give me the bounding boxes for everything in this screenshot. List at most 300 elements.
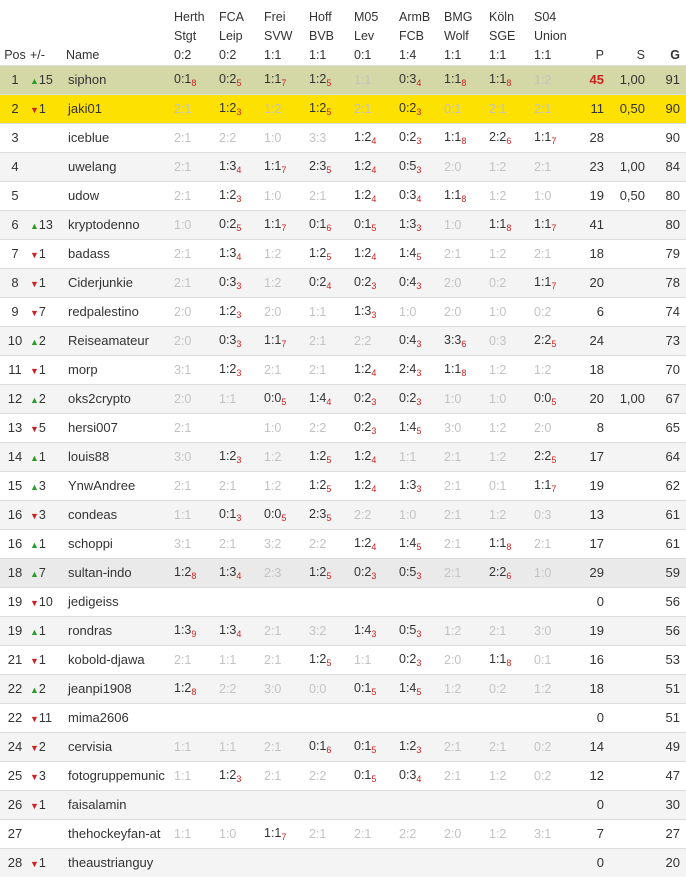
tip-points: 3 <box>416 222 422 233</box>
table-row[interactable] <box>0 65 686 94</box>
tip-cell <box>489 558 534 587</box>
tip-score: 2:1 <box>174 275 192 290</box>
trend-cell <box>30 790 66 819</box>
table-row[interactable] <box>0 210 686 239</box>
trend-value: 1 <box>38 536 46 551</box>
tip-cell <box>354 239 399 268</box>
tip-cell <box>264 210 309 239</box>
player-name[interactable]: uwelang <box>68 159 117 174</box>
col-trend-header[interactable]: +/- <box>30 47 45 62</box>
tip-cell <box>219 529 264 558</box>
tip-points: 7 <box>551 135 557 146</box>
tip-points: 3 <box>416 483 422 494</box>
tip-cell <box>264 761 309 790</box>
table-row[interactable] <box>0 616 686 645</box>
trend-cell <box>30 732 66 761</box>
tip-score: 2:1 <box>174 159 192 174</box>
tip-cell <box>444 848 489 877</box>
tip-points: 5 <box>371 686 377 697</box>
tip-cell <box>489 65 534 94</box>
tip-cell <box>399 152 444 181</box>
col-match-header[interactable] <box>264 0 309 65</box>
tip-score: 1:2 <box>534 72 552 87</box>
player-name[interactable]: Reiseamateur <box>68 333 149 348</box>
score-cell <box>610 674 651 703</box>
tip-cell <box>174 152 219 181</box>
rank-cell: 14 <box>7 449 23 464</box>
tip-cell <box>534 761 579 790</box>
tip-score: 2:1 <box>444 478 462 493</box>
tip-cell <box>444 181 489 210</box>
table-row[interactable] <box>0 413 686 442</box>
tip-cell <box>534 326 579 355</box>
player-name[interactable]: badass <box>68 246 110 261</box>
table-row[interactable] <box>0 355 686 384</box>
player-name[interactable]: hersi007 <box>68 420 118 435</box>
tip-cell <box>264 500 309 529</box>
match-result: 1:1 <box>264 47 282 62</box>
tip-score: 1:1 <box>444 187 462 202</box>
player-name[interactable]: morp <box>68 362 98 377</box>
points-cell: 7 <box>596 826 604 841</box>
rank-cell: 13 <box>7 420 23 435</box>
player-name[interactable]: mima2606 <box>68 710 129 725</box>
player-name[interactable]: sultan-indo <box>68 565 132 580</box>
triangle-down-icon: ▼ <box>30 858 39 869</box>
points-cell: 0 <box>596 710 604 725</box>
tip-cell <box>219 326 264 355</box>
tip-score: 2:1 <box>264 739 282 754</box>
tip-cell <box>444 210 489 239</box>
match-home: Hoff <box>309 9 332 24</box>
tip-score: 0:2 <box>489 681 507 696</box>
rank-cell: 1 <box>11 72 19 87</box>
col-match-header[interactable] <box>309 0 354 65</box>
tip-points: 3 <box>416 338 422 349</box>
tip-score: 0:2 <box>399 129 417 144</box>
tip-cell <box>444 500 489 529</box>
table-row[interactable] <box>0 848 686 877</box>
match-away: SGE <box>489 28 516 43</box>
trend-cell <box>30 645 66 674</box>
tip-score: 2:2 <box>489 564 507 579</box>
tip-cell <box>354 181 399 210</box>
tip-score: 1:1 <box>534 274 552 289</box>
table-row[interactable] <box>0 123 686 152</box>
tip-cell <box>354 790 399 819</box>
tip-cell <box>174 645 219 674</box>
player-name[interactable]: YnwAndree <box>68 478 136 493</box>
tip-cell <box>219 268 264 297</box>
tip-score: 1:2 <box>354 477 372 492</box>
tip-points: 3 <box>416 657 422 668</box>
tip-score: 0:2 <box>354 564 372 579</box>
tip-cell <box>264 848 309 877</box>
tip-cell <box>309 413 354 442</box>
tip-score: 1:0 <box>219 826 237 841</box>
tip-cell <box>219 848 264 877</box>
tip-points: 5 <box>281 396 287 407</box>
tip-cell <box>174 848 219 877</box>
table-row[interactable] <box>0 152 686 181</box>
player-name[interactable]: jedigeiss <box>68 594 119 609</box>
trend-value: 2 <box>38 681 46 696</box>
score-cell <box>610 790 651 819</box>
total-cell: 91 <box>665 72 680 87</box>
tip-points: 3 <box>371 628 377 639</box>
tip-score: 2:0 <box>444 275 462 290</box>
tip-score: 1:4 <box>354 622 372 637</box>
points-cell: 18 <box>589 246 604 261</box>
tip-score: 2:0 <box>444 652 462 667</box>
tip-cell <box>309 355 354 384</box>
table-row[interactable] <box>0 819 686 848</box>
tip-score: 2:1 <box>309 188 327 203</box>
tip-points: 4 <box>416 77 422 88</box>
tip-score: 1:2 <box>219 187 237 202</box>
player-name[interactable]: louis88 <box>68 449 110 464</box>
rank-cell: 22 <box>7 710 23 725</box>
tip-points: 3 <box>416 744 422 755</box>
tip-cell <box>489 819 534 848</box>
score-cell <box>610 848 651 877</box>
table-row[interactable] <box>0 529 686 558</box>
tip-cell <box>264 442 309 471</box>
player-name[interactable]: Ciderjunkie <box>68 275 134 290</box>
rank-cell: 25 <box>7 768 23 783</box>
tip-score: 0:3 <box>399 767 417 782</box>
points-cell: 12 <box>589 768 604 783</box>
tip-cell <box>399 790 444 819</box>
tip-score: 2:3 <box>309 158 327 173</box>
tip-cell <box>354 471 399 500</box>
tip-score: 2:1 <box>219 478 237 493</box>
table-row[interactable] <box>0 326 686 355</box>
total-cell: 78 <box>665 275 680 290</box>
col-pos-header[interactable]: Pos <box>4 47 26 62</box>
tip-score: 1:2 <box>309 651 327 666</box>
tip-score: 2:2 <box>354 333 372 348</box>
tip-score: 1:2 <box>354 158 372 173</box>
tip-score: 1:1 <box>534 129 552 144</box>
tip-points: 5 <box>416 541 422 552</box>
tip-cell <box>354 210 399 239</box>
tip-cell <box>264 355 309 384</box>
tip-score: 2:1 <box>444 565 462 580</box>
table-row[interactable] <box>0 587 686 616</box>
tip-cell <box>309 152 354 181</box>
tip-score: 2:3 <box>264 565 282 580</box>
score-cell <box>610 616 651 645</box>
tip-cell <box>444 123 489 152</box>
total-cell: 61 <box>665 536 680 551</box>
tip-score: 1:0 <box>399 507 417 522</box>
tip-cell <box>534 152 579 181</box>
tip-points: 4 <box>371 164 377 175</box>
tip-cell <box>354 413 399 442</box>
trend-value: 1 <box>38 449 46 464</box>
tip-points: 3 <box>371 280 377 291</box>
rank-cell: 24 <box>7 739 23 754</box>
table-row[interactable] <box>0 558 686 587</box>
col-p-header[interactable]: P <box>595 47 604 62</box>
tip-cell <box>219 384 264 413</box>
tip-cell <box>354 326 399 355</box>
player-name[interactable]: cervisia <box>68 739 113 754</box>
table-row[interactable] <box>0 384 686 413</box>
total-cell: 90 <box>665 101 680 116</box>
player-name[interactable]: redpalestino <box>68 304 139 319</box>
tip-cell <box>399 442 444 471</box>
player-name[interactable]: udow <box>68 188 100 203</box>
tip-cell <box>534 268 579 297</box>
tip-score: 0:5 <box>399 622 417 637</box>
points-cell: 18 <box>589 362 604 377</box>
trend-value: 13 <box>38 217 53 232</box>
tip-points: 8 <box>191 570 197 581</box>
tip-cell <box>174 297 219 326</box>
tip-cell <box>444 703 489 732</box>
tip-points: 3 <box>416 135 422 146</box>
tip-cell <box>489 123 534 152</box>
player-name[interactable]: thehockeyfan-at <box>68 826 161 841</box>
tip-points: 3 <box>371 425 377 436</box>
triangle-up-icon: ▲ <box>30 75 39 86</box>
col-s-header[interactable]: S <box>636 47 645 62</box>
tip-points: 5 <box>326 106 332 117</box>
trend-value: 1 <box>38 246 46 261</box>
tip-cell <box>354 558 399 587</box>
tip-score: 1:2 <box>309 564 327 579</box>
player-name[interactable]: fotogruppemunic <box>68 768 165 783</box>
rank-cell: 21 <box>7 652 23 667</box>
trend-cell <box>30 558 66 587</box>
player-name[interactable]: jaki01 <box>68 101 102 116</box>
table-row[interactable] <box>0 268 686 297</box>
table-row[interactable] <box>0 703 686 732</box>
tip-cell <box>399 123 444 152</box>
player-name[interactable]: schoppi <box>68 536 113 551</box>
tip-points: 3 <box>416 106 422 117</box>
player-name[interactable]: jeanpi1908 <box>68 681 132 696</box>
player-name[interactable]: rondras <box>68 623 113 638</box>
player-name[interactable]: kryptodenno <box>68 217 140 232</box>
trend-cell <box>30 123 66 152</box>
table-row[interactable] <box>0 94 686 123</box>
tip-score: 0:3 <box>399 71 417 86</box>
table-row[interactable] <box>0 645 686 674</box>
tip-cell <box>399 645 444 674</box>
points-cell: 19 <box>589 188 604 203</box>
tip-cell <box>489 94 534 123</box>
tip-points: 3 <box>371 396 377 407</box>
match-home: Köln <box>489 9 515 24</box>
tip-score: 2:2 <box>399 826 417 841</box>
col-match-header[interactable] <box>174 0 219 65</box>
match-result: 1:1 <box>444 47 462 62</box>
tip-score: 1:0 <box>264 188 282 203</box>
tip-score: 0:0 <box>534 390 552 405</box>
table-row[interactable] <box>0 297 686 326</box>
tip-score: 0:2 <box>354 419 372 434</box>
player-name[interactable]: siphon <box>68 72 107 87</box>
tip-score: 2:2 <box>219 681 237 696</box>
tip-score: 0:2 <box>489 275 507 290</box>
rank-cell: 8 <box>11 275 19 290</box>
tip-score: 2:0 <box>264 304 282 319</box>
tip-score: 0:2 <box>219 71 237 86</box>
tip-points: 8 <box>461 367 467 378</box>
player-name[interactable]: condeas <box>68 507 118 522</box>
table-row[interactable] <box>0 442 686 471</box>
tip-points: 5 <box>551 396 557 407</box>
tip-points: 7 <box>281 222 287 233</box>
match-home: Herth <box>174 9 205 24</box>
tip-cell <box>309 529 354 558</box>
tip-cell <box>354 384 399 413</box>
tip-points: 7 <box>281 164 287 175</box>
player-name[interactable]: kobold-djawa <box>68 652 145 667</box>
tip-cell <box>309 558 354 587</box>
col-match-header[interactable] <box>354 0 399 65</box>
tip-points: 4 <box>236 251 242 262</box>
tip-cell <box>219 65 264 94</box>
trend-value: 7 <box>38 304 46 319</box>
tip-score: 1:1 <box>174 739 192 754</box>
match-home: S04 <box>534 9 557 24</box>
tip-cell <box>534 703 579 732</box>
tip-score: 0:2 <box>399 390 417 405</box>
table-row[interactable] <box>0 500 686 529</box>
table-row[interactable] <box>0 732 686 761</box>
total-cell: 65 <box>665 420 680 435</box>
tip-score: 1:0 <box>489 304 507 319</box>
trend-cell <box>30 181 66 210</box>
tip-cell <box>309 674 354 703</box>
table-row[interactable] <box>0 239 686 268</box>
tip-cell <box>309 500 354 529</box>
tip-score: 0:2 <box>354 274 372 289</box>
table-row[interactable] <box>0 761 686 790</box>
tip-cell <box>534 616 579 645</box>
tip-cell <box>354 732 399 761</box>
tip-cell <box>219 645 264 674</box>
tip-cell <box>264 413 309 442</box>
player-name[interactable]: theaustrianguy <box>68 855 154 871</box>
total-cell: 70 <box>665 362 680 377</box>
score-cell <box>610 413 651 442</box>
triangle-down-icon: ▼ <box>30 510 39 521</box>
tip-points: 5 <box>326 251 332 262</box>
table-row[interactable] <box>0 790 686 819</box>
tip-score: 1:1 <box>444 129 462 144</box>
tip-cell <box>534 848 579 877</box>
tip-cell <box>489 732 534 761</box>
tip-score: 2:1 <box>174 101 192 116</box>
tip-cell <box>399 732 444 761</box>
tip-cell <box>489 645 534 674</box>
tip-cell <box>354 848 399 877</box>
table-row[interactable] <box>0 181 686 210</box>
tip-cell <box>399 94 444 123</box>
tip-cell <box>444 645 489 674</box>
tip-cell <box>399 587 444 616</box>
table-row[interactable] <box>0 674 686 703</box>
tip-score: 0:2 <box>534 768 552 783</box>
col-name-header[interactable]: Name <box>66 47 100 62</box>
tip-cell <box>444 152 489 181</box>
col-match-header[interactable] <box>399 0 444 65</box>
tip-cell <box>219 587 264 616</box>
trend-cell <box>30 616 66 645</box>
tip-cell <box>354 587 399 616</box>
tip-score: 0:0 <box>309 681 327 696</box>
tip-cell <box>489 239 534 268</box>
points-cell: 11 <box>590 101 604 116</box>
points-cell: 23 <box>589 159 604 174</box>
tip-cell <box>219 239 264 268</box>
tip-score: 1:2 <box>354 245 372 260</box>
table-row[interactable] <box>0 471 686 500</box>
tip-cell <box>489 674 534 703</box>
score-cell <box>610 268 651 297</box>
player-name[interactable]: oks2crypto <box>68 391 131 406</box>
player-name[interactable]: iceblue <box>68 130 110 145</box>
tip-points: 3 <box>236 309 242 320</box>
tip-cell <box>354 674 399 703</box>
col-match-header[interactable] <box>489 0 534 65</box>
points-cell: 20 <box>589 275 604 290</box>
tip-score: 1:2 <box>264 275 282 290</box>
tip-points: 8 <box>506 657 512 668</box>
tip-score: 3:1 <box>174 536 192 551</box>
score-cell <box>610 355 651 384</box>
tip-score: 2:1 <box>444 246 462 261</box>
col-match-header[interactable] <box>444 0 489 65</box>
trend-cell <box>30 355 66 384</box>
rank-cell: 12 <box>7 391 23 406</box>
tip-cell <box>174 790 219 819</box>
match-away: Wolf <box>444 28 469 43</box>
tip-score: 2:1 <box>264 768 282 783</box>
player-name[interactable]: faisalamin <box>68 797 127 812</box>
tip-cell <box>489 413 534 442</box>
col-match-header[interactable] <box>219 0 264 65</box>
trend-value: 1 <box>38 101 46 116</box>
tip-cell <box>219 442 264 471</box>
rank-cell: 22 <box>7 681 23 696</box>
tip-points: 5 <box>551 338 557 349</box>
tip-points: 3 <box>236 193 242 204</box>
total-cell: 51 <box>665 710 680 725</box>
triangle-down-icon: ▼ <box>30 800 39 811</box>
points-cell: 14 <box>589 739 604 754</box>
tip-score: 1:2 <box>489 246 507 261</box>
tip-points: 4 <box>416 193 422 204</box>
tip-points: 4 <box>371 483 377 494</box>
tip-points: 7 <box>281 831 287 842</box>
match-result: 0:2 <box>219 47 237 62</box>
col-match-header[interactable] <box>534 0 579 65</box>
tip-cell <box>309 210 354 239</box>
col-g-header[interactable]: G <box>670 47 680 62</box>
tip-cell <box>219 152 264 181</box>
total-cell: 49 <box>665 739 680 754</box>
tip-cell <box>309 616 354 645</box>
match-away: Lev <box>354 28 375 43</box>
tip-score: 1:2 <box>309 448 327 463</box>
match-result: 0:1 <box>354 47 372 62</box>
